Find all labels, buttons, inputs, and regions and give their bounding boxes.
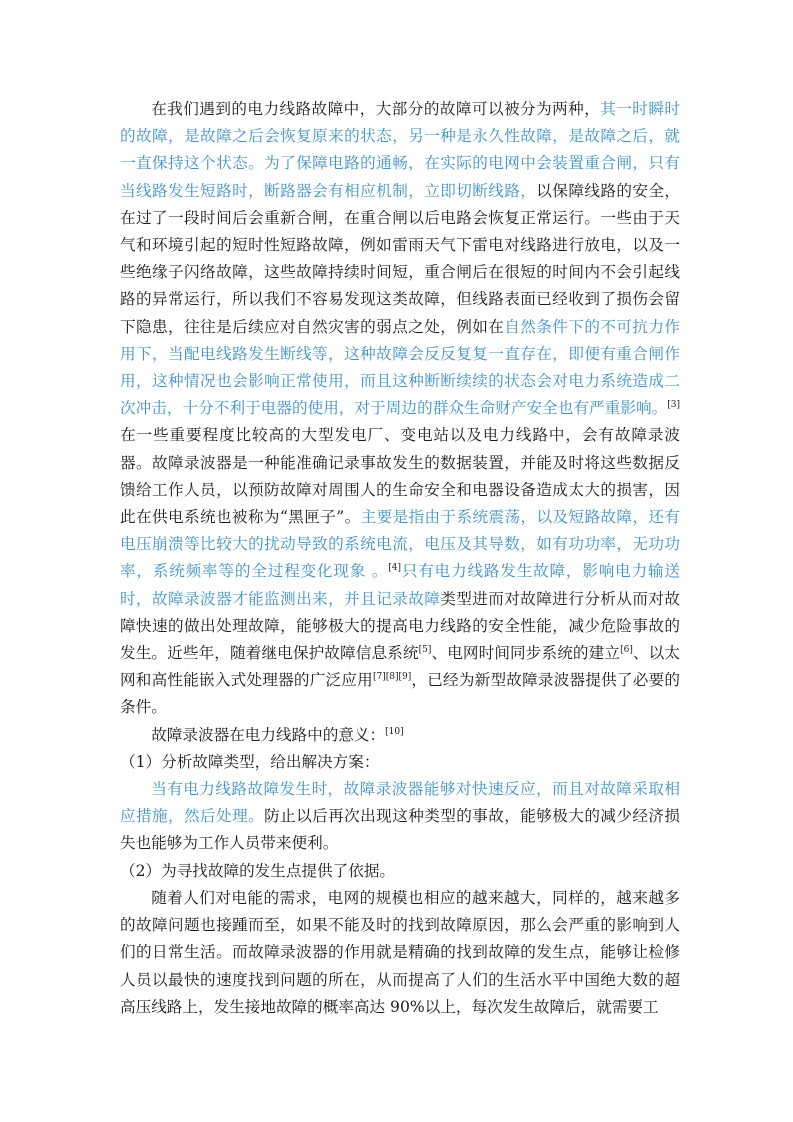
citation-ref: [5] (418, 644, 432, 655)
text-run: （2）为寻找故障的发生点提供了依据。 (120, 861, 396, 880)
paragraph-list-item-1 (120, 776, 680, 858)
citation-ref: [4] (388, 563, 402, 574)
text-run: 在一些重要程度比较高的大型发电厂、变电站以及电力线路中，会有故障录波器。故障录波器是一种能准确记录事故发生的数据装置，并能及时将这些数据反馈给工作人员，以预防故障对周围人的生命安全和电器设备造成太大的损害，因此在供电系统也被称为“黑匣子”。 (120, 426, 680, 527)
text-run: 在我们遇到的电力线路故障中，大部分的故障可以被分为两种， (151, 100, 601, 118)
paragraph-list-item-2 (120, 885, 680, 1021)
highlighted-text: 主要是指由于系统震荡，以及短路故障，还有电压崩溃等比较大的扰动导致的系统电流，电压及其导数，如有功功率，无功功率，系统频率等的全过程变化现象 。 (120, 508, 680, 581)
citation-ref: [10] (385, 726, 404, 737)
text-run: 防止以后再次出现这种类型的事故，能够极大的减少经济损失也能够为工作人员带来便利。 (120, 807, 680, 853)
document-body (120, 96, 680, 1021)
citation-ref: [7][8][9] (372, 672, 412, 683)
citation-ref: [3] (667, 400, 680, 411)
text-run: 故障录波器在电力线路中的意义： (151, 725, 386, 744)
text-run: 、电网时间同步系统的建立 (431, 644, 621, 663)
text-run: （1）分析故障类型，给出解决方案： (120, 752, 380, 771)
citation-ref: [6] (620, 644, 633, 655)
highlighted-text: 其一时瞬时的故障，是故障之后会恢复原来的状态，另一种是永久性故障，是故障之后，就一直保持这个状态。为了保障电路的通畅，在实际的电网中会装置重合闸，只有当线路发生短路时，断路器会有相应机制，立即切断线路， (120, 100, 680, 200)
highlighted-text: 只有电力线路发生故障，影响电力输送时，故障录波器才能监测出来，并且记录故障 (120, 562, 680, 608)
text-run: 以保障线路的安全，在过了一段时间后会重新合闸，在重合闸以后电路会恢复正常运行。一些由于天气和环境引起的短时性短路故障，例如雷雨天气下雷电对线路进行放电，以及一些绝缘子闪络故障，这些故障持续时间短，重合闸后在很短的时间内不会引起线路的异常运行，所以我们不容易发现这类故障，但线路表面已经收到了损伤会留下隐患，往往是后续应对自然灾害的弱点之处，例如在 (120, 181, 680, 336)
list-item-2-heading (120, 858, 680, 885)
paragraph-significance-heading (120, 722, 680, 749)
text-run: 随着人们对电能的需求，电网的规模也相应的越来越大，同样的，越来越多的故障问题也接踵而至，如果不能及时的找到故障原因，那么会严重的影响到人们的日常生活。而故障录波器的作用就是精确的找到故障的发生点，能够让检修人员以最快的速度找到问题的所在，从而提高了人们的生活水平中国绝大数的超高压线路上，发生接地故障的概率高达 90%以上，每次发生故障后，就需要工 (120, 888, 680, 1016)
text-run: ，已经为新型故障录波器提供了必要的条件。 (120, 671, 680, 717)
list-item-1-heading (120, 749, 680, 776)
highlighted-text: 自然条件下的不可抗力作用下，当配电线路发生断线等，这种故障会反反复复一直存在，即便有重合闸作用，这种情况也会影响正常使用，而且这种断断续续的状态会对电力系统造成二次冲击，十分不利于电器的使用，对于周边的群众生命财产安全也有严重影响。 (120, 317, 680, 418)
text-run: 类型进而对故障进行分析从而对故障快速的做出处理故障，能够极大的提高电力线路的安全性能，减少危险事故的发生。近些年，随着继电保护故障信息系统 (120, 589, 680, 663)
paragraph-fault-types (120, 96, 680, 722)
text-run: 、以太网和高性能嵌入式处理器的广泛应用 (120, 644, 680, 690)
highlighted-text: 当有电力线路故障发生时，故障录波器能够对快速反应，而且对故障采取相应措施，然后处理。 (120, 780, 680, 826)
